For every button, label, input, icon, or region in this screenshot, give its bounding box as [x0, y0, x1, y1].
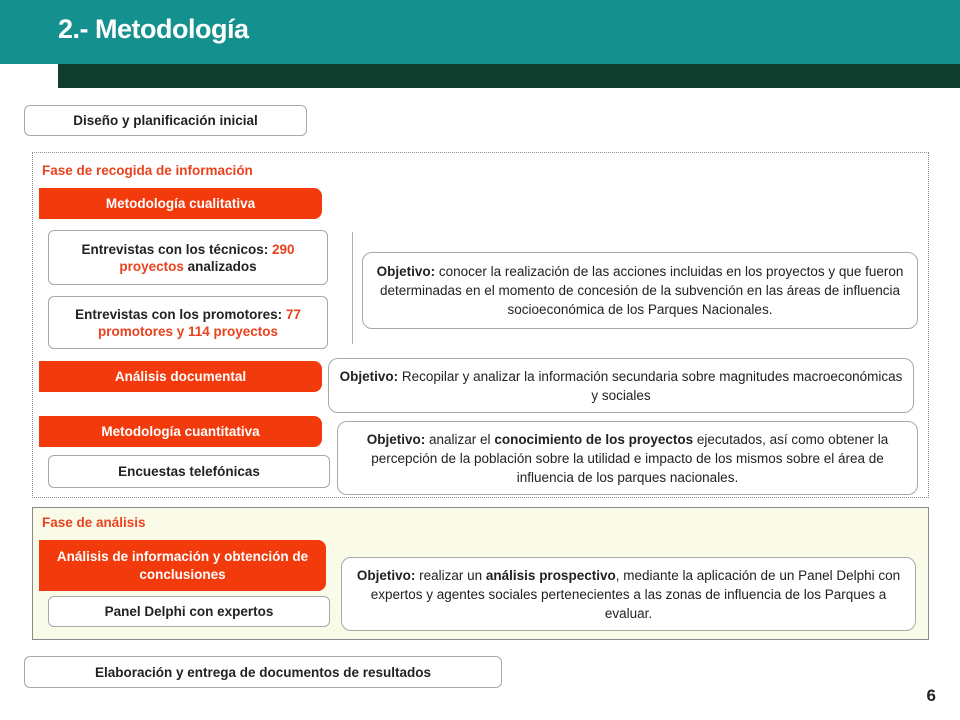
objective-emphasis: conocimiento de los proyectos [494, 431, 694, 447]
documentary-objective-text [339, 367, 903, 405]
objective-label: Objetivo: [356, 567, 416, 583]
qualitative-methodology-label: Metodología cualitativa [39, 188, 322, 219]
analysis-conclusions-label: Análisis de información y obtención de conclusiones [39, 540, 326, 591]
objective-body-b: , mediante la aplicación de un Panel Delphi con expertos y agentes sociales pertenecientes a las zonas de influencia de los Parques a evaluar. [370, 567, 901, 621]
technicians-interviews-line1 [81, 241, 294, 258]
quantitative-methodology-label: Metodología cuantitativa [39, 416, 322, 447]
objective-body-b: ejecutados, así como obtener la percepción de la población sobre la utilidad e impacto de los mismos sobre el área de influencia de los parques nacionales. [371, 431, 889, 485]
analysis-phase-title: Fase de análisis [42, 515, 146, 530]
tech-interviews-suffix: analizados [183, 258, 257, 274]
qualitative-objective-box [362, 252, 918, 329]
objective-label: Objetivo: [376, 264, 436, 279]
objective-emphasis: análisis prospectivo [485, 567, 616, 583]
promoter-interviews-line2: promotores y 114 proyectos [97, 323, 279, 339]
promoter-interviews-count: 77 [285, 306, 301, 322]
qualitative-objective-text [373, 262, 907, 319]
page-number: 6 [926, 686, 936, 705]
header-notch [0, 64, 58, 88]
documentary-analysis-label: Análisis documental [39, 361, 322, 392]
analysis-objective-box [341, 557, 916, 631]
header-dark-bar [0, 64, 960, 88]
objective-label: Objetivo: [339, 368, 399, 384]
page-title: 2.- Metodología [58, 14, 249, 44]
technicians-interviews-line2 [119, 258, 256, 275]
promoters-interviews-box [48, 296, 328, 349]
vertical-divider [352, 232, 353, 344]
collection-phase-title: Fase de recogida de información [42, 163, 253, 178]
technicians-interviews-box [48, 230, 328, 285]
quantitative-objective-text [348, 430, 907, 487]
delphi-panel-box: Panel Delphi con expertos [48, 596, 330, 627]
objective-body-a: analizar el [425, 431, 495, 447]
objective-body: Recopilar y analizar la información secundaria sobre magnitudes macroeconómicas y sociales [398, 368, 903, 403]
quantitative-objective-box [337, 421, 918, 495]
objective-body: conocer la realización de las acciones incluidas en los proyectos y que fueron determinadas en el momento de concesión de la subvención en las áreas de influencia socioeconómica de los Parques Nacionales. [379, 264, 904, 317]
promoters-interviews-line1 [75, 306, 301, 323]
initial-step-box: Diseño y planificación inicial [24, 105, 307, 136]
final-step-box: Elaboración y entrega de documentos de resultados [24, 656, 502, 688]
tech-interviews-projects-word: proyectos [119, 258, 184, 274]
objective-label: Objetivo: [366, 431, 426, 447]
analysis-objective-text [352, 566, 905, 623]
telephone-surveys-box: Encuestas telefónicas [48, 455, 330, 488]
documentary-objective-box [328, 358, 914, 413]
tech-interviews-count: 290 [272, 241, 295, 257]
tech-interviews-prefix: Entrevistas con los técnicos: [81, 241, 273, 257]
promoter-interviews-prefix: Entrevistas con los promotores: [75, 306, 286, 322]
objective-body-a: realizar un [415, 567, 486, 583]
